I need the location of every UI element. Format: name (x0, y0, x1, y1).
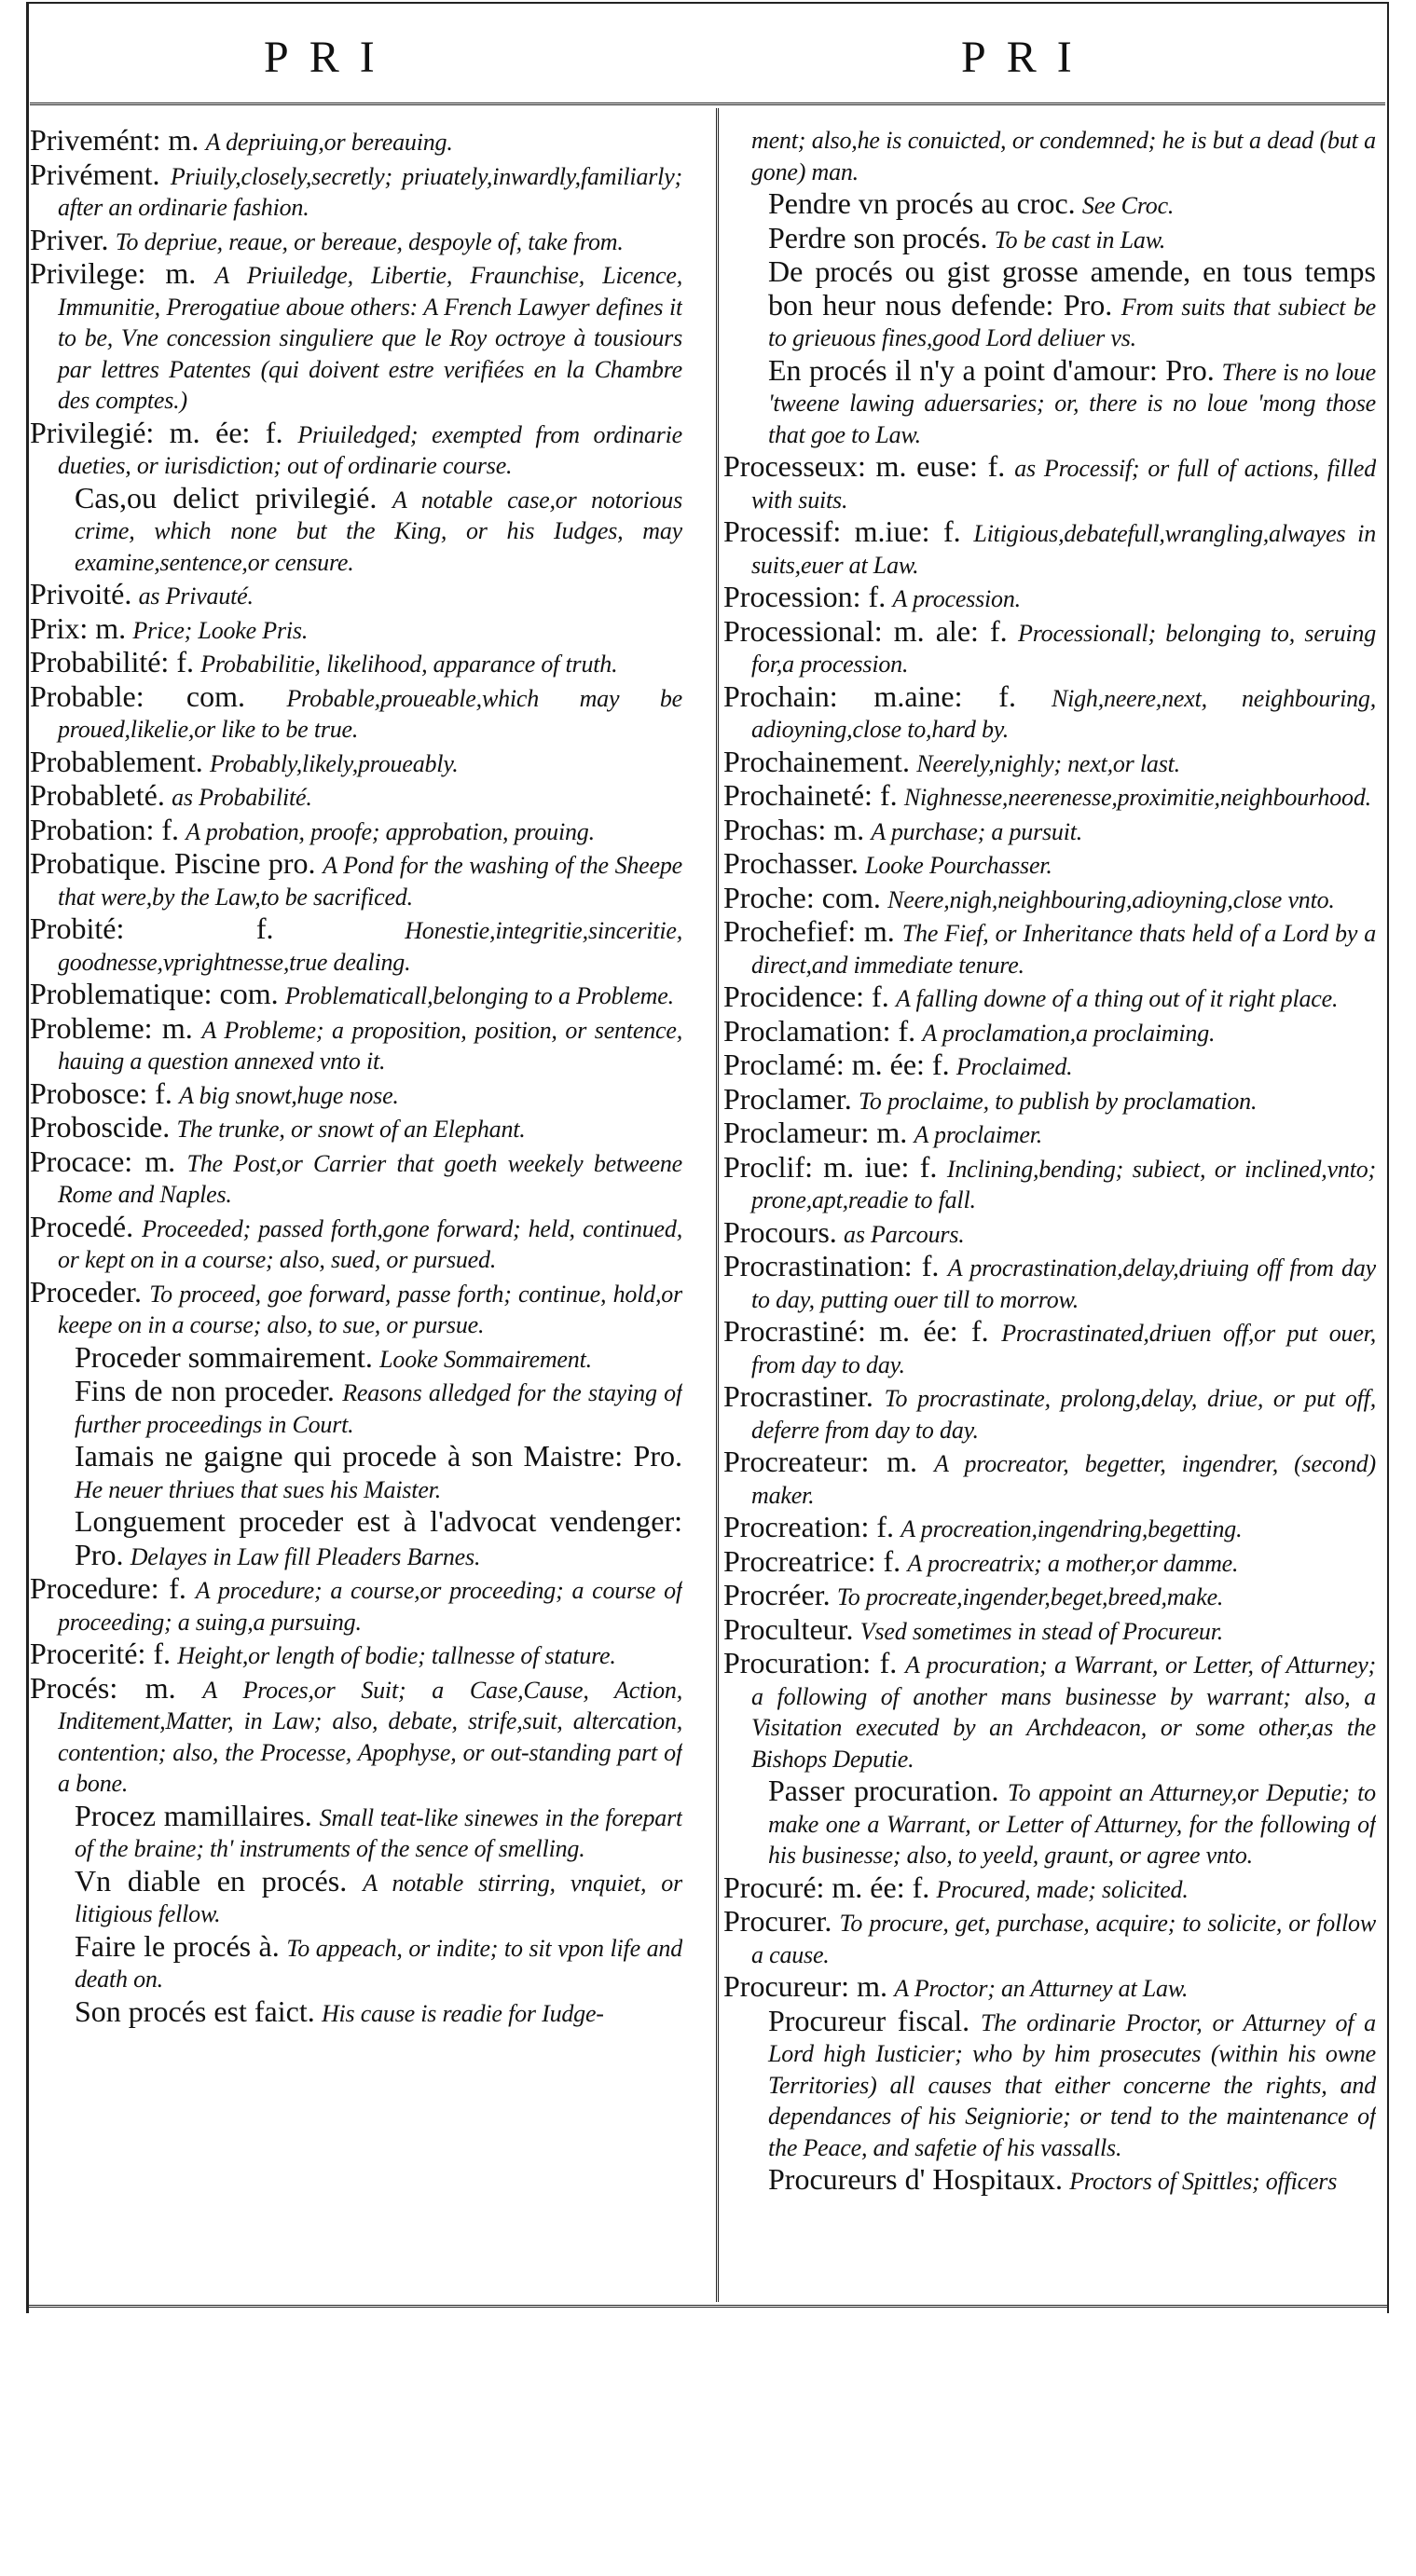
entry-gloss: Small teat-like sinewes in the forepart of the braine; th' instruments of the sence of smelling. (75, 1803, 682, 1862)
entry-headword: Privilegié: m. ée: f. (30, 415, 283, 449)
dictionary-entry (723, 1316, 1376, 1380)
dictionary-entry (723, 188, 1376, 222)
dictionary-entry (723, 352, 1376, 451)
entry-headword: Procez mamillaires. (75, 1798, 312, 1832)
entry-headword: Prochasser. (723, 846, 859, 880)
dictionary-entry (30, 647, 682, 680)
dictionary-entry (30, 1506, 682, 1572)
entry-gloss: A procreation,ingendring,begetting. (900, 1515, 1243, 1542)
entry-headword: Procace: m. (30, 1144, 176, 1178)
dictionary-entry (30, 913, 682, 978)
entry-gloss: A probation, proofe; approbation, prouing. (186, 817, 595, 845)
entry-headword: Privément. (30, 157, 160, 191)
entry-gloss: To appeach, or indite; to sit vpon life and death on. (75, 1934, 682, 1993)
entry-headword: Privilege: m. (30, 256, 197, 290)
dictionary-entry (723, 880, 1376, 916)
entry-headword: Cas,ou delict privilegié. (75, 480, 378, 514)
dictionary-entry (30, 579, 682, 612)
entry-gloss: Height,or length of bodie; tallnesse of stature. (177, 1642, 616, 1669)
entry-gloss: A procedure; a course,or proceeding; a course of proceeding; a suing,a pursuing. (58, 1577, 682, 1636)
entry-headword: Fins de non proceder. (75, 1374, 335, 1407)
entry-gloss: Proclaimed. (955, 1053, 1073, 1080)
dictionary-entry (723, 678, 1376, 746)
dictionary-entry (723, 2003, 1376, 2164)
entry-gloss: as Parcours. (844, 1220, 965, 1248)
dictionary-entry (30, 1928, 682, 1995)
dictionary-entry (723, 1049, 1376, 1083)
entry-gloss: A Proctor; an Atturney at Law. (894, 1975, 1189, 2002)
entry-headword: Proceder sommairement. (75, 1339, 373, 1374)
dictionary-entry (723, 812, 1376, 848)
dictionary-entry (30, 1638, 682, 1672)
entry-gloss: Looke Pourchasser. (865, 852, 1052, 879)
entry-headword: Probableté. (30, 778, 165, 812)
dictionary-entry (30, 1146, 682, 1211)
entry-gloss: A big snowt,huge nose. (179, 1081, 399, 1109)
entry-headword: Prochefief: m. (723, 914, 895, 948)
dictionary-entry (723, 1214, 1376, 1251)
dictionary-entry (30, 979, 682, 1012)
entry-gloss: as Processif; or full of actions, filled with suits. (751, 455, 1376, 514)
dictionary-entry (723, 1081, 1376, 1117)
dictionary-entry (30, 678, 682, 746)
entry-headword: Procurer. (723, 1904, 832, 1938)
entry-headword: Probleme: m. (30, 1010, 193, 1045)
entry-headword: Proceder. (30, 1274, 142, 1309)
dictionary-entry (723, 516, 1376, 581)
entry-gloss: A Priuiledge, Libertie, Fraunchise, Licence, Immunitie, Prerogatiue aboue others: A French Lawyer defines it to be, Vne concession singuliere que le Roy octroye à tousiours par lettres Patentes (qui doivent estre verifiées en la Chambre des comptes.) (58, 262, 682, 414)
entry-headword: Probablement. (30, 744, 203, 778)
entry-gloss: Reasons alledged for the staying of further proceedings in Court. (75, 1379, 682, 1438)
dictionary-entry (723, 2164, 1376, 2198)
dictionary-entry (30, 1670, 682, 1800)
dictionary-entry (723, 1906, 1376, 1970)
entry-gloss: Priuiledged; exempted from ordinarie dueties, or iurisdiction; out of ordinarie course. (58, 420, 682, 479)
entry-headword: Procedé. (30, 1209, 134, 1243)
entry-gloss: The Post,or Carrier that goeth weekely betweene Rome and Naples. (58, 1149, 682, 1208)
dictionary-entry (30, 812, 682, 848)
entry-gloss: as Privauté. (138, 582, 254, 610)
entry-gloss: A procreator, begetter, ingendrer, (second) maker. (751, 1450, 1376, 1509)
entry-gloss: Proctors of Spittles; officers (1069, 2168, 1338, 2195)
entry-gloss: A Probleme; a proposition, position, or sentence, hauing a question annexed vnto it. (58, 1016, 682, 1075)
entry-headword: Prix: m. (30, 610, 127, 645)
running-head-right: PRI (961, 33, 1093, 82)
entry-gloss: To procrastinate, prolong,delay, driue, or put off, deferre from day to day. (751, 1385, 1376, 1444)
entry-gloss: Procrastinated,driuen off,or put ouer, from day to day. (751, 1320, 1376, 1378)
dictionary-entry (723, 582, 1376, 615)
entry-headword: Probabilité: f. (30, 645, 194, 678)
dictionary-entry (723, 1013, 1376, 1049)
entry-gloss: To procreate,ingender,beget,breed,make. (836, 1583, 1224, 1610)
frame-left-rule (26, 2, 29, 2313)
entry-headword: Procerité: f. (30, 1637, 172, 1670)
entry-gloss: Procured, made; solicited. (936, 1875, 1189, 1903)
entry-headword: Vn diable en procés. (75, 1863, 348, 1898)
entry-gloss: A purchase; a pursuit. (871, 817, 1083, 845)
entry-headword: Problematique: com. (30, 977, 279, 1010)
entry-headword: Proclamation: f. (723, 1013, 916, 1048)
entry-headword: En procés il n'y a point d'amour: Pro. (768, 352, 1215, 387)
dictionary-entry (30, 415, 682, 482)
entry-headword: Procrastiner. (723, 1379, 873, 1413)
entry-gloss: See Croc. (1081, 192, 1175, 219)
entry-gloss: To depriue, reaue, or bereaue, despoyle of, take from. (115, 227, 624, 255)
entry-headword: Probosce: f. (30, 1076, 172, 1110)
entry-headword: Passer procuration. (768, 1774, 999, 1807)
dictionary-entry (723, 1251, 1376, 1315)
dictionary-entry (30, 1339, 682, 1376)
entry-headword: Processional: m. ale: f. (723, 613, 1008, 648)
entry-gloss: A falling downe of a thing out of it right place. (895, 985, 1339, 1012)
entry-gloss: Neere,nigh,neighbouring,adioyning,close vnto. (887, 885, 1335, 913)
entry-headword: Proculteur. (723, 1611, 854, 1646)
dictionary-entry (30, 1274, 682, 1341)
entry-headword: Procours. (723, 1214, 837, 1249)
frame-top-rule (26, 2, 1389, 4)
entry-gloss: Delayes in Law fill Pleaders Barnes. (130, 1542, 481, 1570)
dictionary-entry (30, 1112, 682, 1145)
dictionary-entry (723, 1543, 1376, 1580)
entry-gloss: Inclining,bending; subiect, or inclined,vnto; prone,apt,readie to fall. (751, 1155, 1376, 1213)
entry-headword: Privoité. (30, 577, 132, 610)
entry-gloss: Probably,likely,proueably. (209, 749, 459, 777)
entry-headword: Prochas: m. (723, 812, 865, 846)
entry-gloss: Vsed sometimes in stead of Procureur. (859, 1617, 1224, 1645)
entry-headword: Procreateur: m. (723, 1445, 918, 1478)
entry-gloss: A notable case,or notorious crime, which none but the King, or his Iudges, may examine,sentence,or censure. (75, 486, 682, 576)
entry-gloss: Processionall; belonging to, seruing for,a procession. (751, 619, 1376, 678)
entry-headword: Procrastination: f. (723, 1249, 940, 1282)
entry-gloss: A procuration; a Warrant, or Letter, of Atturney; a following of another mans businesse by warrant; also, a Visitation executed by an Archdeacon, or some other,as the Bishops Deputie. (751, 1651, 1376, 1773)
entry-headword: Procidence: f. (723, 980, 889, 1013)
dictionary-entry (723, 1872, 1376, 1906)
entry-gloss: Priuily,closely,secretly; priuately,inwardly,familiarly; after an ordinarie fashion. (58, 162, 682, 221)
dictionary-entry (723, 1611, 1376, 1648)
entry-headword: Processeux: m. euse: f. (723, 449, 1006, 483)
entry-gloss: A notable stirring, vnquiet, or litigious fellow. (75, 1869, 682, 1927)
entry-headword: Iamais ne gaigne qui procede à son Maistre: Pro. (75, 1439, 682, 1473)
dictionary-entry (30, 848, 682, 912)
entry-gloss: A procreatrix; a mother,or damme. (907, 1549, 1239, 1577)
dictionary-entry (723, 125, 1376, 187)
dictionary-entry (723, 1580, 1376, 1613)
entry-gloss: A proclamation,a proclaiming. (922, 1019, 1216, 1047)
dictionary-entry (723, 613, 1376, 680)
entry-headword: Proche: com. (723, 880, 881, 914)
entry-gloss: Price; Looke Pris. (132, 616, 309, 644)
dictionary-entry (723, 744, 1376, 780)
entry-gloss: He neuer thriues that sues his Maister. (75, 1475, 442, 1503)
entry-gloss: Probable,proueable,which may be proued,likelie,or like to be true. (58, 684, 682, 743)
entry-gloss: Litigious,debatefull,wrangling,alwayes in suits,euer at Law. (751, 520, 1376, 579)
entry-gloss: There is no loue 'tweene lawing aduersaries; or, there is no loue 'mong those that goe to Law. (768, 358, 1376, 448)
entry-headword: Priver. (30, 222, 109, 256)
running-head-left: PRI (264, 33, 395, 82)
entry-headword: Procuré: m. ée: f. (723, 1870, 930, 1904)
dictionary-entry (723, 916, 1376, 980)
entry-headword: Faire le procés à. (75, 1928, 280, 1963)
entry-gloss: The ordinarie Proctor, or Atturney of a Lord high Iusticier; who by him prosecutes (within his owne Territories) all causes that either concerne the rights, and dependances of his Seigniorie; or tend to the maintenance of the Peace, and safetie of his vassalls. (768, 2008, 1376, 2161)
entry-headword: Procedure: f. (30, 1571, 186, 1605)
entry-gloss: To appoint an Atturney,or Deputie; to make one a Warrant, or Letter of Atturney, for the following of his businesse; also, to yeeld, graunt, or agree vnto. (768, 1779, 1376, 1869)
dictionary-entry (30, 1573, 682, 1637)
dictionary-entry (723, 1381, 1376, 1446)
dictionary-entry (30, 125, 682, 158)
entry-gloss: Nigh,neere,next, neighbouring, adioyning,close to,hard by. (751, 684, 1376, 743)
dictionary-entry (723, 256, 1376, 354)
dictionary-entry (723, 981, 1376, 1015)
entry-gloss: Looke Sommairement. (379, 1345, 592, 1373)
dictionary-entry (30, 610, 682, 647)
entry-headword: Probable: com. (30, 678, 245, 713)
entry-gloss: To procure, get, purchase, acquire; to solicite, or follow a cause. (751, 1910, 1376, 1968)
entry-headword: Proclameur: m. (723, 1116, 908, 1149)
entry-headword: Procuration: f. (723, 1646, 898, 1679)
entry-gloss: A procession. (892, 585, 1021, 612)
entry-headword: Procureur fiscal. (768, 2003, 970, 2037)
right-column (723, 125, 1376, 2287)
dictionary-entry (723, 848, 1376, 882)
entry-headword: Prochaineté: f. (723, 778, 898, 812)
entry-gloss: Nighnesse,neerenesse,proximitie,neighbourhood. (903, 784, 1371, 811)
entry-gloss: To proclaime, to publish by proclamation. (858, 1087, 1258, 1115)
dictionary-entry (723, 1775, 1376, 1871)
entry-headword: Pendre vn procés au croc. (768, 186, 1076, 220)
dictionary-entry (30, 780, 682, 814)
entry-gloss: A Pond for the washing of the Sheepe that were,by the Law,to be sacrificed. (58, 852, 682, 911)
entry-gloss: From suits that subiect be to grieuous fines,good Lord deliuer vs. (768, 293, 1376, 351)
entry-gloss: To be cast in Law. (994, 226, 1166, 253)
dictionary-entry (723, 1117, 1376, 1151)
entry-gloss: A procrastination,delay,driuing off from day to day, putting ouer till to morrow. (751, 1254, 1376, 1313)
entry-headword: Procession: f. (723, 580, 887, 613)
dictionary-entry (30, 258, 682, 417)
entry-headword: Procreation: f. (723, 1510, 895, 1543)
entry-gloss: Probabilitie, likelihood, apparance of truth. (200, 651, 618, 678)
entry-headword: Proclif: m. iue: f. (723, 1149, 938, 1184)
entry-headword: Processif: m.iue: f. (723, 514, 961, 548)
entry-headword: Probité: f. (30, 911, 274, 945)
entry-headword: Longuement proceder est à l'advocat vendenger: Pro. (75, 1504, 682, 1571)
dictionary-entry (723, 451, 1376, 515)
dictionary-entry (723, 1446, 1376, 1511)
dictionary-entry (723, 220, 1376, 256)
entry-gloss: Neerely,nighly; next,or last. (916, 749, 1180, 777)
dictionary-entry (723, 780, 1376, 814)
entry-gloss: Proceeded; passed forth,gone forward; held, continued, or kept on in a course; also, sued, or pursued. (58, 1214, 682, 1273)
entry-headword: Procureur: m. (723, 1969, 887, 2003)
frame-bottom-rule (26, 2305, 1389, 2313)
entry-gloss: ment; also,he is conuicted, or condemned; he is but a dead (but a gone) man. (751, 127, 1376, 185)
entry-headword: Probatique. Piscine pro. (30, 846, 316, 880)
dictionary-entry (30, 480, 682, 579)
entry-headword: Procureurs d' Hospitaux. (768, 2162, 1063, 2196)
left-column (30, 125, 682, 2287)
entry-headword: Perdre son procés. (768, 220, 988, 254)
dictionary-entry (30, 744, 682, 780)
entry-gloss: Problematicall,belonging to a Probleme. (284, 982, 674, 1009)
entry-headword: Procréer. (723, 1578, 831, 1611)
dictionary-entry (30, 1798, 682, 1865)
entry-gloss: To proceed, goe forward, passe forth; continue, hold,or keepe on in a course; also, to sue, or pursue. (58, 1280, 682, 1338)
entry-gloss: A proclaimer. (914, 1121, 1043, 1148)
dictionary-entry (30, 1209, 682, 1276)
dictionary-entry (723, 1512, 1376, 1545)
dictionary-entry (30, 1376, 682, 1440)
entry-headword: Procrastiné: m. ée: f. (723, 1314, 989, 1348)
entry-headword: Proclamer. (723, 1081, 852, 1116)
dictionary-entry (723, 1648, 1376, 1774)
entry-headword: Son procés est faict. (75, 1994, 315, 2028)
dictionary-entry (30, 1996, 682, 2030)
frame-right-rule (1387, 2, 1389, 2313)
entry-gloss: Honestie,integritie,sinceritie, goodnesse,vprightnesse,true dealing. (58, 917, 682, 976)
dictionary-entry (723, 1971, 1376, 2005)
entry-headword: Proboscide. (30, 1110, 171, 1144)
entry-headword: Prochain: m.aine: f. (723, 678, 1016, 713)
dictionary-entry (30, 222, 682, 258)
entry-headword: Proclamé: m. ée: f. (723, 1048, 950, 1081)
entry-headword: Procreatrice: f. (723, 1543, 901, 1578)
dictionary-entry (30, 1863, 682, 1930)
entry-gloss: The Fief, or Inheritance thats held of a Lord by a direct,and immediate tenure. (751, 920, 1376, 979)
header-rule (30, 103, 1385, 111)
entry-gloss: The trunke, or snowt of an Elephant. (176, 1116, 526, 1143)
dictionary-entry (723, 1149, 1376, 1216)
entry-gloss: A Proces,or Suit; a Case,Cause, Action, Inditement,Matter, in Law; also, debate, strife,suit, altercation, contention; also, the Processe, Apophyse, or out-standing part of a bone. (58, 1676, 682, 1797)
entry-headword: De procés ou gist grosse amende, en tous temps bon heur nous defende: Pro. (768, 254, 1376, 322)
entry-headword: Prochainement. (723, 744, 910, 778)
dictionary-entry (30, 1441, 682, 1505)
entry-gloss: His cause is readie for Iudge- (321, 1999, 604, 2027)
entry-gloss: A depriuing,or bereauing. (205, 129, 453, 156)
dictionary-entry (30, 159, 682, 224)
entry-headword: Privemént: m. (30, 125, 199, 157)
entry-headword: Procés: m. (30, 1670, 176, 1705)
dictionary-entry (30, 1010, 682, 1077)
entry-headword: Probation: f. (30, 812, 179, 846)
dictionary-entry (30, 1078, 682, 1112)
entry-gloss: as Probabilité. (172, 784, 312, 811)
